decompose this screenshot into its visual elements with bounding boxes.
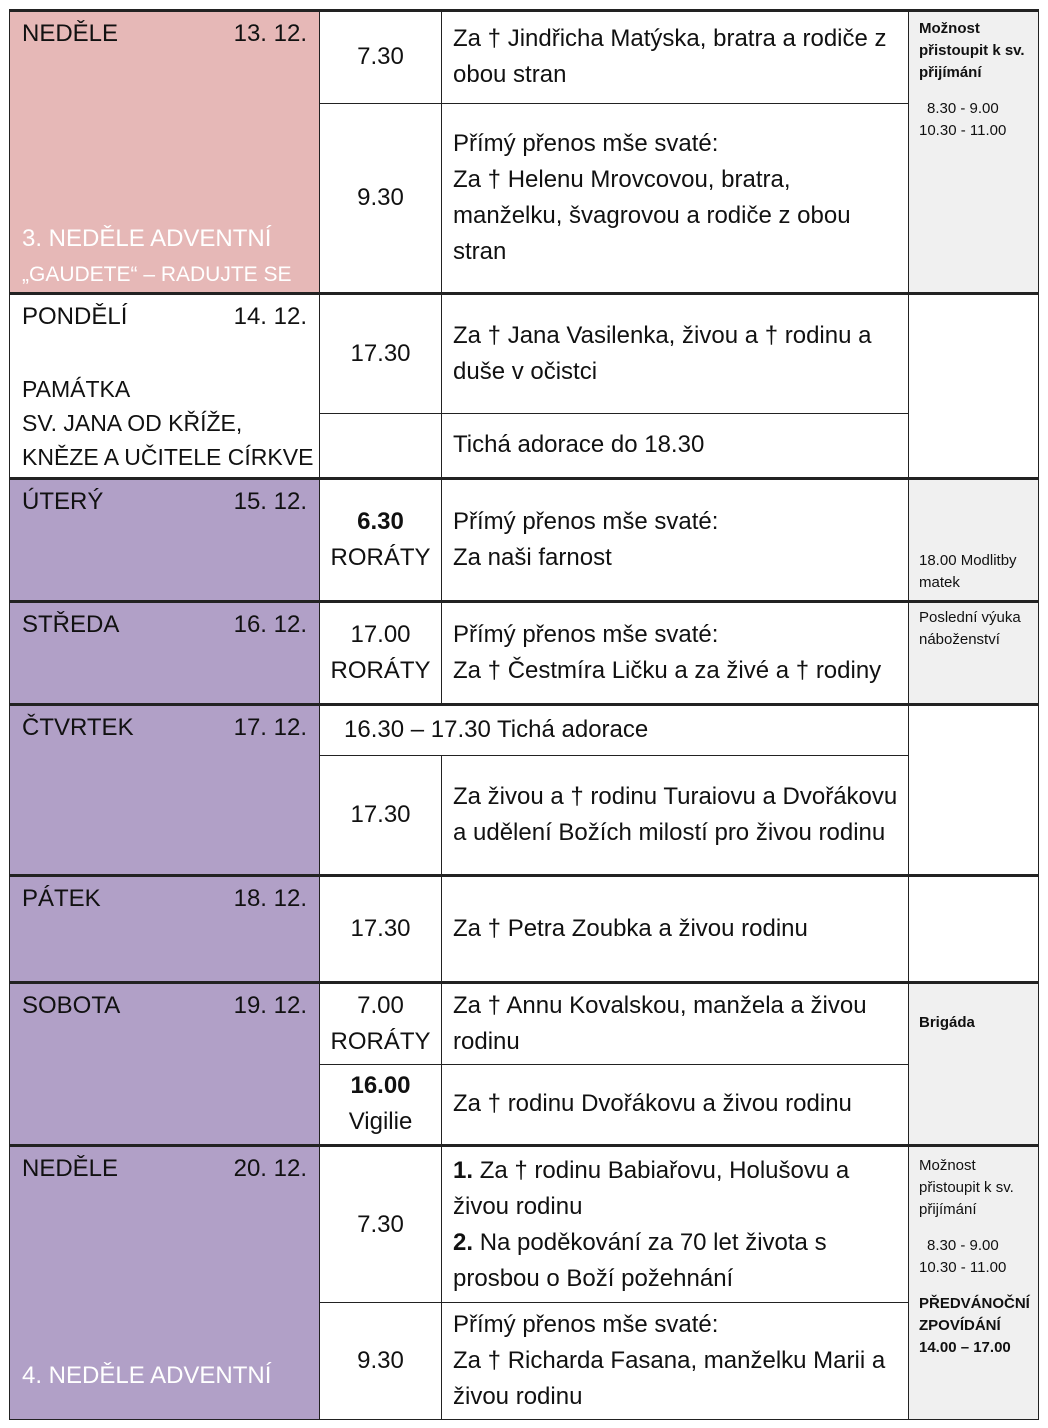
communion-time: 8.30 - 9.00 [927,100,999,117]
intention-1 [453,1153,898,1225]
mass-intention: Za † Petra Zoubka a živou rodinu [442,876,909,983]
brigade-note: Brigáda [919,1014,975,1031]
mass-intention: Za † Jindřicha Matýska, bratra a rodiče z obou stran [442,11,909,104]
day-cell [10,1146,320,1420]
day-date: 13. 12. [233,20,307,47]
live-stream-label: Přímý přenos mše svaté: [453,508,719,535]
day-cell [10,983,320,1146]
day-cell [10,479,320,602]
adoration-note: Tichá adorace do 18.30 [442,413,909,478]
day-block [10,294,1039,479]
intention-text: Za † Richarda Fasana, manželku Marii a živou rodinu [453,1347,886,1411]
day-date: 19. 12. [233,992,307,1019]
mass-intention: Za † Jana Vasilenka, živou a † rodinu a duše v očistci [442,294,909,414]
side-note [909,11,1039,294]
intention-text: Na poděkování za 70 let života s prosbou o Boží požehnání [453,1228,827,1292]
side-note [909,1146,1039,1420]
intention-number: 2. [453,1228,474,1256]
day-feast: 4. NEDĚLE ADVENTNÍ [22,1362,272,1389]
day-feast: PAMÁTKA [22,376,131,402]
day-cell [10,294,320,479]
confession-time: 14.00 – 17.00 [919,1339,1011,1356]
live-stream-label: Přímý přenos mše svaté: [453,1311,719,1339]
mass-time: 17.30 [320,294,442,414]
empty-time [320,413,442,478]
day-block [10,876,1039,983]
time-value: 17.00 [350,621,411,648]
day-block [10,479,1039,602]
mass-time [320,602,442,705]
communion-time: 8.30 - 9.00 [927,1237,999,1254]
mass-intention: Za † Annu Kovalskou, manžela a živou rodinu [442,983,909,1065]
communion-note: Možnost přistoupit k sv. přijímání [919,20,1025,81]
mass-intention [442,1146,909,1303]
day-cell [10,705,320,876]
rorate-label: RORÁTY [330,544,431,571]
day-date: 17. 12. [233,714,307,741]
mass-intention: Za † rodinu Dvořákovu a živou rodinu [442,1064,909,1146]
confession-note: PŘEDVÁNOČNÍ ZPOVÍDÁNÍ [919,1295,1030,1334]
day-feast-subtitle: „GAUDETE“ – RADUJTE SE [22,263,292,286]
schedule-page [9,9,1037,1420]
day-date: 15. 12. [233,488,307,515]
day-name: ÚTERÝ [22,488,104,515]
communion-note: Možnost přistoupit k sv. přijímání [919,1157,1014,1218]
day-name: SOBOTA [22,992,121,1019]
adoration-note: 16.30 – 17.30 Tichá adorace [320,705,909,756]
day-feast: KNĚZE A UČITELE CÍRKVE [22,444,314,470]
mass-intention [442,103,909,293]
mass-intention [442,602,909,705]
mass-time [320,1064,442,1146]
mass-intention: Za živou a † rodinu Turaiovu a Dvořákovu a udělení Božích milostí pro živou rodinu [442,755,909,875]
intention-2 [453,1225,898,1297]
mass-time: 7.30 [320,1146,442,1303]
day-name: ČTVRTEK [22,714,134,741]
day-block [10,11,1039,294]
intention-text: Za † Helenu Mrovcovou, bratra, manželku, švagrovou a rodiče z obou stran [453,165,851,265]
day-date: 16. 12. [233,611,307,638]
time-value: 6.30 [357,508,404,535]
day-name: NEDĚLE [22,20,119,47]
intention-text: Za naši farnost [453,544,612,571]
mass-time: 17.30 [320,876,442,983]
mass-time [320,983,442,1065]
day-cell [10,602,320,705]
day-feast: SV. JANA OD KŘÍŽE, [22,410,243,436]
side-note: Poslední výuka náboženství [909,602,1039,705]
rorate-label: RORÁTY [330,1027,431,1055]
mass-time: 9.30 [320,1303,442,1420]
side-note [909,876,1039,983]
day-name: STŘEDA [22,611,120,638]
day-name: PÁTEK [22,885,101,912]
communion-time: 10.30 - 11.00 [919,1259,1007,1276]
day-block [10,602,1039,705]
live-stream-label: Přímý přenos mše svaté: [453,621,719,648]
day-name: NEDĚLE [22,1155,119,1182]
time-value: 7.00 [357,991,404,1019]
intention-text: Za † Čestmíra Ličku a za živé a † rodiny [453,657,882,684]
day-feast: 3. NEDĚLE ADVENTNÍ [22,225,272,252]
mass-schedule-table [9,9,1039,1420]
mass-time [320,479,442,602]
day-cell [10,11,320,294]
day-name: PONDĚLÍ [22,303,128,330]
mass-intention [442,479,909,602]
side-note [909,294,1039,479]
side-note: 18.00 Modlitby matek [909,479,1039,602]
side-note [909,705,1039,876]
rorate-label: RORÁTY [330,657,431,684]
day-block [10,983,1039,1146]
vigil-label: Vigilie [348,1108,413,1136]
day-block [10,705,1039,876]
mass-time: 17.30 [320,755,442,875]
day-date: 20. 12. [233,1155,307,1182]
mass-time: 9.30 [320,103,442,293]
intention-number: 1. [453,1156,474,1184]
day-cell [10,876,320,983]
live-stream-label: Přímý přenos mše svaté: [453,129,719,157]
side-note [909,983,1039,1146]
day-block [10,1146,1039,1420]
mass-time: 7.30 [320,11,442,104]
time-value: 16.00 [350,1072,411,1100]
intention-text: Za † rodinu Babiařovu, Holušovu a živou rodinu [453,1156,850,1220]
communion-time: 10.30 - 11.00 [919,122,1007,139]
day-date: 14. 12. [233,303,307,330]
day-date: 18. 12. [233,885,307,912]
mass-intention [442,1303,909,1420]
